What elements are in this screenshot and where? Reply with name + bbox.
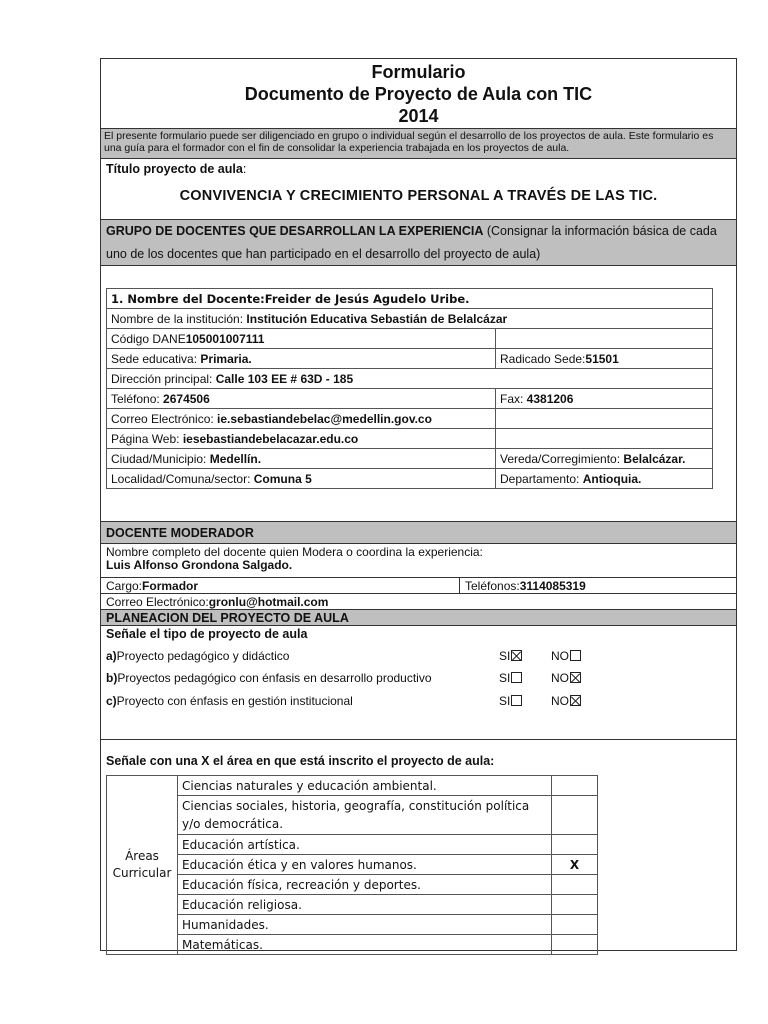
option-a <box>106 649 289 663</box>
moderator-phone-label: Teléfonos: <box>465 579 520 593</box>
moderator-name-row <box>101 544 736 578</box>
project-title-colon: : <box>242 162 247 176</box>
area-name: Educación artística. <box>178 835 552 855</box>
email-label: Correo Electrónico: <box>111 411 218 426</box>
option-b-no-checkbox[interactable] <box>570 672 581 683</box>
email-value: ie.sebastiandebelac@medellin.gov.co <box>217 411 432 426</box>
option-a-letter: a) <box>106 649 117 663</box>
institution-cell <box>107 309 713 329</box>
project-type-prompt: Señale el tipo de proyecto de aula <box>106 627 308 641</box>
option-b-si-checkbox[interactable] <box>511 672 522 683</box>
header-line-2: Documento de Proyecto de Aula con TIC <box>244 84 593 104</box>
area-name: Educación física, recreación y deportes. <box>178 875 552 895</box>
project-title-label: Título proyecto de aula <box>106 162 243 176</box>
dane-label: Código DANE <box>111 331 186 346</box>
moderator-phone-value: 3114085319 <box>519 579 586 593</box>
option-a-no <box>551 649 581 663</box>
area-mark[interactable] <box>552 835 598 855</box>
fax-value: 4381206 <box>526 391 574 406</box>
phone-label: Teléfono: <box>111 391 164 406</box>
option-c-text: Proyecto con énfasis en gestión institucional <box>116 694 353 708</box>
teacher-info-section <box>101 266 736 522</box>
department-label: Departamento: <box>500 471 583 486</box>
moderator-email-row <box>101 594 736 610</box>
area-name <box>178 796 552 835</box>
department-value: Antioquia. <box>582 471 642 486</box>
city-value: Medellín. <box>209 451 262 466</box>
no-label: NO <box>551 694 569 708</box>
option-c-no-checkbox[interactable] <box>570 695 581 706</box>
moderator-role-row <box>101 578 736 594</box>
vereda-label: Vereda/Corregimiento: <box>500 451 624 466</box>
area-name: Matemáticas. <box>178 935 552 955</box>
si-label: SI <box>499 694 511 708</box>
teachers-group-note: (Consignar la información básica de cada uno de los docentes que han participado en el desarrollo del proyecto de aula) <box>106 224 717 261</box>
si-label: SI <box>499 671 511 685</box>
area-prompt: Señale con una X el área en que está inscrito el proyecto de aula: <box>106 754 495 768</box>
address-cell <box>107 369 713 389</box>
sede-value: Primaria. <box>200 351 252 366</box>
vereda-cell <box>496 449 713 469</box>
form-sheet <box>100 58 737 951</box>
moderator-heading: DOCENTE MODERADOR <box>101 522 736 544</box>
teachers-group-title: GRUPO DE DOCENTES QUE DESARROLLAN LA EXPERIENCIA <box>106 224 484 238</box>
email-cell <box>107 409 496 429</box>
fax-cell <box>496 389 713 409</box>
teacher-info-table <box>106 288 713 489</box>
area-mark[interactable] <box>552 895 598 915</box>
areas-group-label-1: Áreas <box>125 849 159 863</box>
website-label: Página Web: <box>111 431 183 446</box>
moderator-name-value: Luis Alfonso Grondona Salgado. <box>106 558 293 572</box>
option-c <box>106 694 353 708</box>
moderator-email-value: gronlu@hotmail.com <box>208 595 329 609</box>
empty-cell <box>496 409 713 429</box>
phone-cell <box>107 389 496 409</box>
locality-label: Localidad/Comuna/sector: <box>111 471 254 486</box>
address-value: Calle 103 EE # 63D - 185 <box>215 371 354 386</box>
option-b-text: Proyectos pedagógico con énfasis en desarrollo productivo <box>117 671 432 685</box>
website-cell <box>107 429 496 449</box>
project-title-section <box>101 159 736 220</box>
locality-cell <box>107 469 496 489</box>
option-b-letter: b) <box>106 671 118 685</box>
option-c-si <box>499 694 522 708</box>
area-name: Ciencias naturales y educación ambiental. <box>178 776 552 796</box>
option-a-si-checkbox[interactable] <box>511 650 522 661</box>
option-a-text: Proyecto pedagógico y didáctico <box>116 649 290 663</box>
moderator-email-label: Correo Electrónico: <box>106 595 209 609</box>
area-name-line-2: y/o democrática. <box>182 817 284 831</box>
project-type-section <box>101 626 736 740</box>
area-name: Educación religiosa. <box>178 895 552 915</box>
sede-cell <box>107 349 496 369</box>
fax-label: Fax: <box>500 391 527 406</box>
option-a-si <box>499 649 522 663</box>
moderator-name-label: Nombre completo del docente quien Modera o coordina la experiencia: <box>106 545 483 559</box>
empty-cell <box>496 429 713 449</box>
areas-group-label <box>107 776 178 955</box>
option-b-no <box>551 671 581 685</box>
no-label: NO <box>551 671 569 685</box>
area-mark[interactable] <box>552 875 598 895</box>
project-title-value: CONVIVENCIA Y CRECIMIENTO PERSONAL A TRAVÉS DE LAS TIC. <box>179 188 658 204</box>
locality-value: Comuna 5 <box>253 471 312 486</box>
address-label: Dirección principal: <box>111 371 216 386</box>
phone-value: 2674506 <box>163 391 210 406</box>
form-header <box>101 59 736 129</box>
empty-cell <box>496 329 713 349</box>
dane-value: 105001007111 <box>185 331 265 346</box>
area-mark[interactable]: X <box>552 855 598 875</box>
institution-label: Nombre de la institución: <box>111 311 247 326</box>
area-mark[interactable] <box>552 935 598 955</box>
area-mark[interactable] <box>552 796 598 835</box>
role-value: Formador <box>142 579 199 593</box>
area-mark[interactable] <box>552 915 598 935</box>
planning-heading: PLANEACION DEL PROYECTO DE AULA <box>101 610 736 626</box>
role-label: Cargo: <box>106 579 143 593</box>
area-name: Educación ética y en valores humanos. <box>178 855 552 875</box>
institution-value: Institución Educativa Sebastián de Belalcázar <box>246 311 508 326</box>
area-name: Humanidades. <box>178 915 552 935</box>
vereda-value: Belalcázar. <box>623 451 686 466</box>
option-c-letter: c) <box>106 694 117 708</box>
curricular-area-section <box>101 740 736 955</box>
city-label: Ciudad/Municipio: <box>111 451 210 466</box>
radicado-value: 51501 <box>585 351 619 366</box>
moderator-role-cell <box>101 578 460 593</box>
city-cell <box>107 449 496 469</box>
radicado-label: Radicado Sede: <box>500 351 586 366</box>
header-line-3: 2014 <box>398 106 439 126</box>
moderator-phone-cell <box>460 578 586 593</box>
sede-label: Sede educativa: <box>111 351 201 366</box>
teacher-name: 1. Nombre del Docente:Freider de Jesús Agudelo Uribe. <box>107 289 713 309</box>
option-c-si-checkbox[interactable] <box>511 695 522 706</box>
option-c-no <box>551 694 581 708</box>
area-name-line-1: Ciencias sociales, historia, geografía, constitución política <box>182 799 530 813</box>
radicado-cell <box>496 349 713 369</box>
dane-cell <box>107 329 496 349</box>
header-line-1: Formulario <box>371 62 466 82</box>
area-mark[interactable] <box>552 776 598 796</box>
option-b-si <box>499 671 522 685</box>
no-label: NO <box>551 649 569 663</box>
website-value: iesebastiandebelacazar.edu.co <box>182 431 359 446</box>
department-cell <box>496 469 713 489</box>
si-label: SI <box>499 649 511 663</box>
option-a-no-checkbox[interactable] <box>570 650 581 661</box>
teachers-group-heading <box>101 220 736 266</box>
intro-text: El presente formulario puede ser diligenciado en grupo o individual según el desarrollo de los proyectos de aula. Este formulario es una guía para el formador con el fin de consolidar la experiencia trabajada en los proyectos de aula. <box>101 129 736 159</box>
areas-group-label-2: Curricular <box>112 866 172 880</box>
option-b <box>106 671 432 685</box>
curricular-areas-table <box>106 775 598 955</box>
